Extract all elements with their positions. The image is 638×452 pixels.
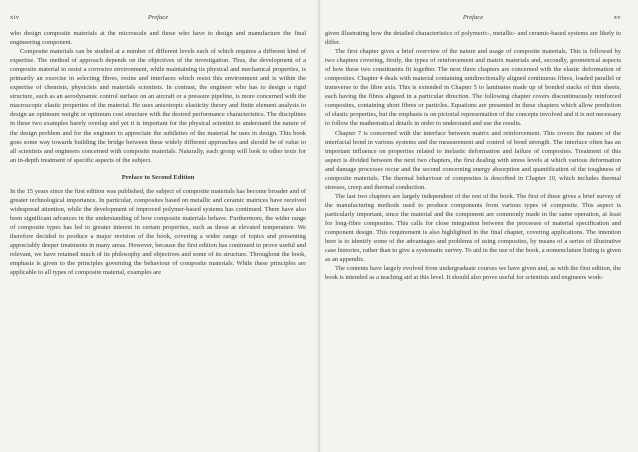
- right-page: [325, 14, 621, 446]
- right-running-head: [325, 14, 621, 25]
- right-paragraph-4: The last two chapters are largely independent of the rest of the book. The first of these gives a brief survey of the manufacturing methods used to produce components from various types of composite. This aspect is particularly important, since the material and the component are commonly made in the same operation, at least for long-fibre composites. This calls for close integration between the processes of material specification and component design. This requirement is also highlighted in the final chapter, covering applications. The intention here is to identify some of the advantages and problems of using composites, by means of a series of illustrative case histories, rather than to give a systematic survey. To aid in the use of the book, a nomenclature listing is given as an appendix.: [325, 192, 621, 264]
- left-page-number: xiv: [10, 14, 20, 21]
- left-paragraph-3: In the 15 years since the first edition was published, the subject of composite materials has become broader and of greater technological importance. In particular, composites based on metallic and ceramic matrices have received widespread attention, while the development of improved polymer-based systems has continued. There have also been significant advances in the understanding of how composite materials behave. Furthermore, the wider range of composite types has led to greater interest in certain properties, such as those at elevated temperature. We therefore decided to produce a major revision of the book, covering a wider range of topics and presenting appreciably deeper treatments in many areas. However, because the first edition has continued to prove useful and relevant, we have retained much of its philosophy and objectives and some of its structure. Throughout the book, emphasis is given to the principles governing the behaviour of composite materials. While these principles are applicable to all types of composite material, examples are: [10, 187, 306, 277]
- left-running-title: Preface: [147, 14, 169, 21]
- left-running-head: [10, 14, 306, 25]
- right-running-title: Preface: [462, 14, 484, 21]
- right-page-number: xv: [613, 14, 621, 21]
- left-paragraph-2: Composite materials can be studied at a number of different levels each of which requires a different kind of expertise. The method of approach depends on the objectives of the investigation. Thus, the development of a composite material to resist a corrosive environment, while maintaining its physical and mechanical properties, is primarily an exercise in selecting fibres, resins and interfaces which resist this environment and is within the expertise of chemists, physicists and materials scientists. In contrast, the engineer who has to design a rigid structure, such as an aerodynamic control surface on an aircraft or a pressure pipeline, is more concerned with the macroscopic elastic properties of the material. He uses anisotropic elasticity theory and finite element analysis to design an optimum weight or optimum cost structure with the desired performance characteristics. The disciplines in these two examples barely overlap and yet it is important for the physical scientist to understand the nature of the design problem and for the engineer to appreciate the subtleties of the material he uses in design. This book goes some way towards building the bridge between these widely different approaches and should be of value to all scientists and engineers concerned with composite materials. Naturally, each group will look to other texts for an in-depth treatment of specific aspects of the subject.: [10, 48, 306, 164]
- right-paragraph-3: Chapter 7 is concerned with the interface between matrix and reinforcement. This covers the nature of the interfacial bond in various systems and the measurement and control of bond strength. The interface often has an important influence on properties related to inelastic deformation and failure of composites. Treatment of this aspect is divided between the next two chapters, the first dealing with stress levels at which various deformation and damage processes occur and the second concerning energy absorption and quantification of the toughness of composite materials. The thermal behaviour of composites is described in Chapter 10, which includes thermal stresses, creep and thermal conduction.: [325, 129, 621, 191]
- right-paragraph-5: The contents have largely evolved from undergraduate courses we have given and, as with the first edition, the book is intended as a teaching aid at this level. It should also prove useful for scientists and engineers work-: [325, 265, 621, 282]
- book-gutter: [317, 0, 321, 452]
- right-paragraph-2: The first chapter gives a brief overview of the nature and usage of composite materials. This is followed by two chapters covering, firstly, the types of reinforcement and matrix materials and, secondly, geometrical aspects of how these two constituents fit together. The next three chapters are concerned with the elastic deformation of composites. Chapter 4 deals with material containing unidirectionally aligned continuous fibres, loaded parallel or transverse to the fibre axis. This is extended in Chapter 5 to laminates made up of bonded stacks of thin sheets, each having the fibres aligned in a particular direction. The following chapter covers discontinuously reinforced composites, containing short fibres or particles. Equations are presented in these chapters which allow prediction of elastic properties, but the emphasis is on pictorial representation of the concepts involved and it is not necessary to follow the mathematical details in order to understand and use the results.: [325, 48, 621, 128]
- right-paragraph-1: given illustrating how the detailed characteristics of polymeric-, metallic- and ceramic-based systems are likely to differ.: [325, 30, 621, 47]
- left-paragraph-1: who design composite materials at the microscale and those who have to design and manufacture the final engineering component.: [10, 30, 306, 47]
- left-page: [10, 14, 306, 446]
- section-heading: Preface to Second Edition: [121, 173, 195, 181]
